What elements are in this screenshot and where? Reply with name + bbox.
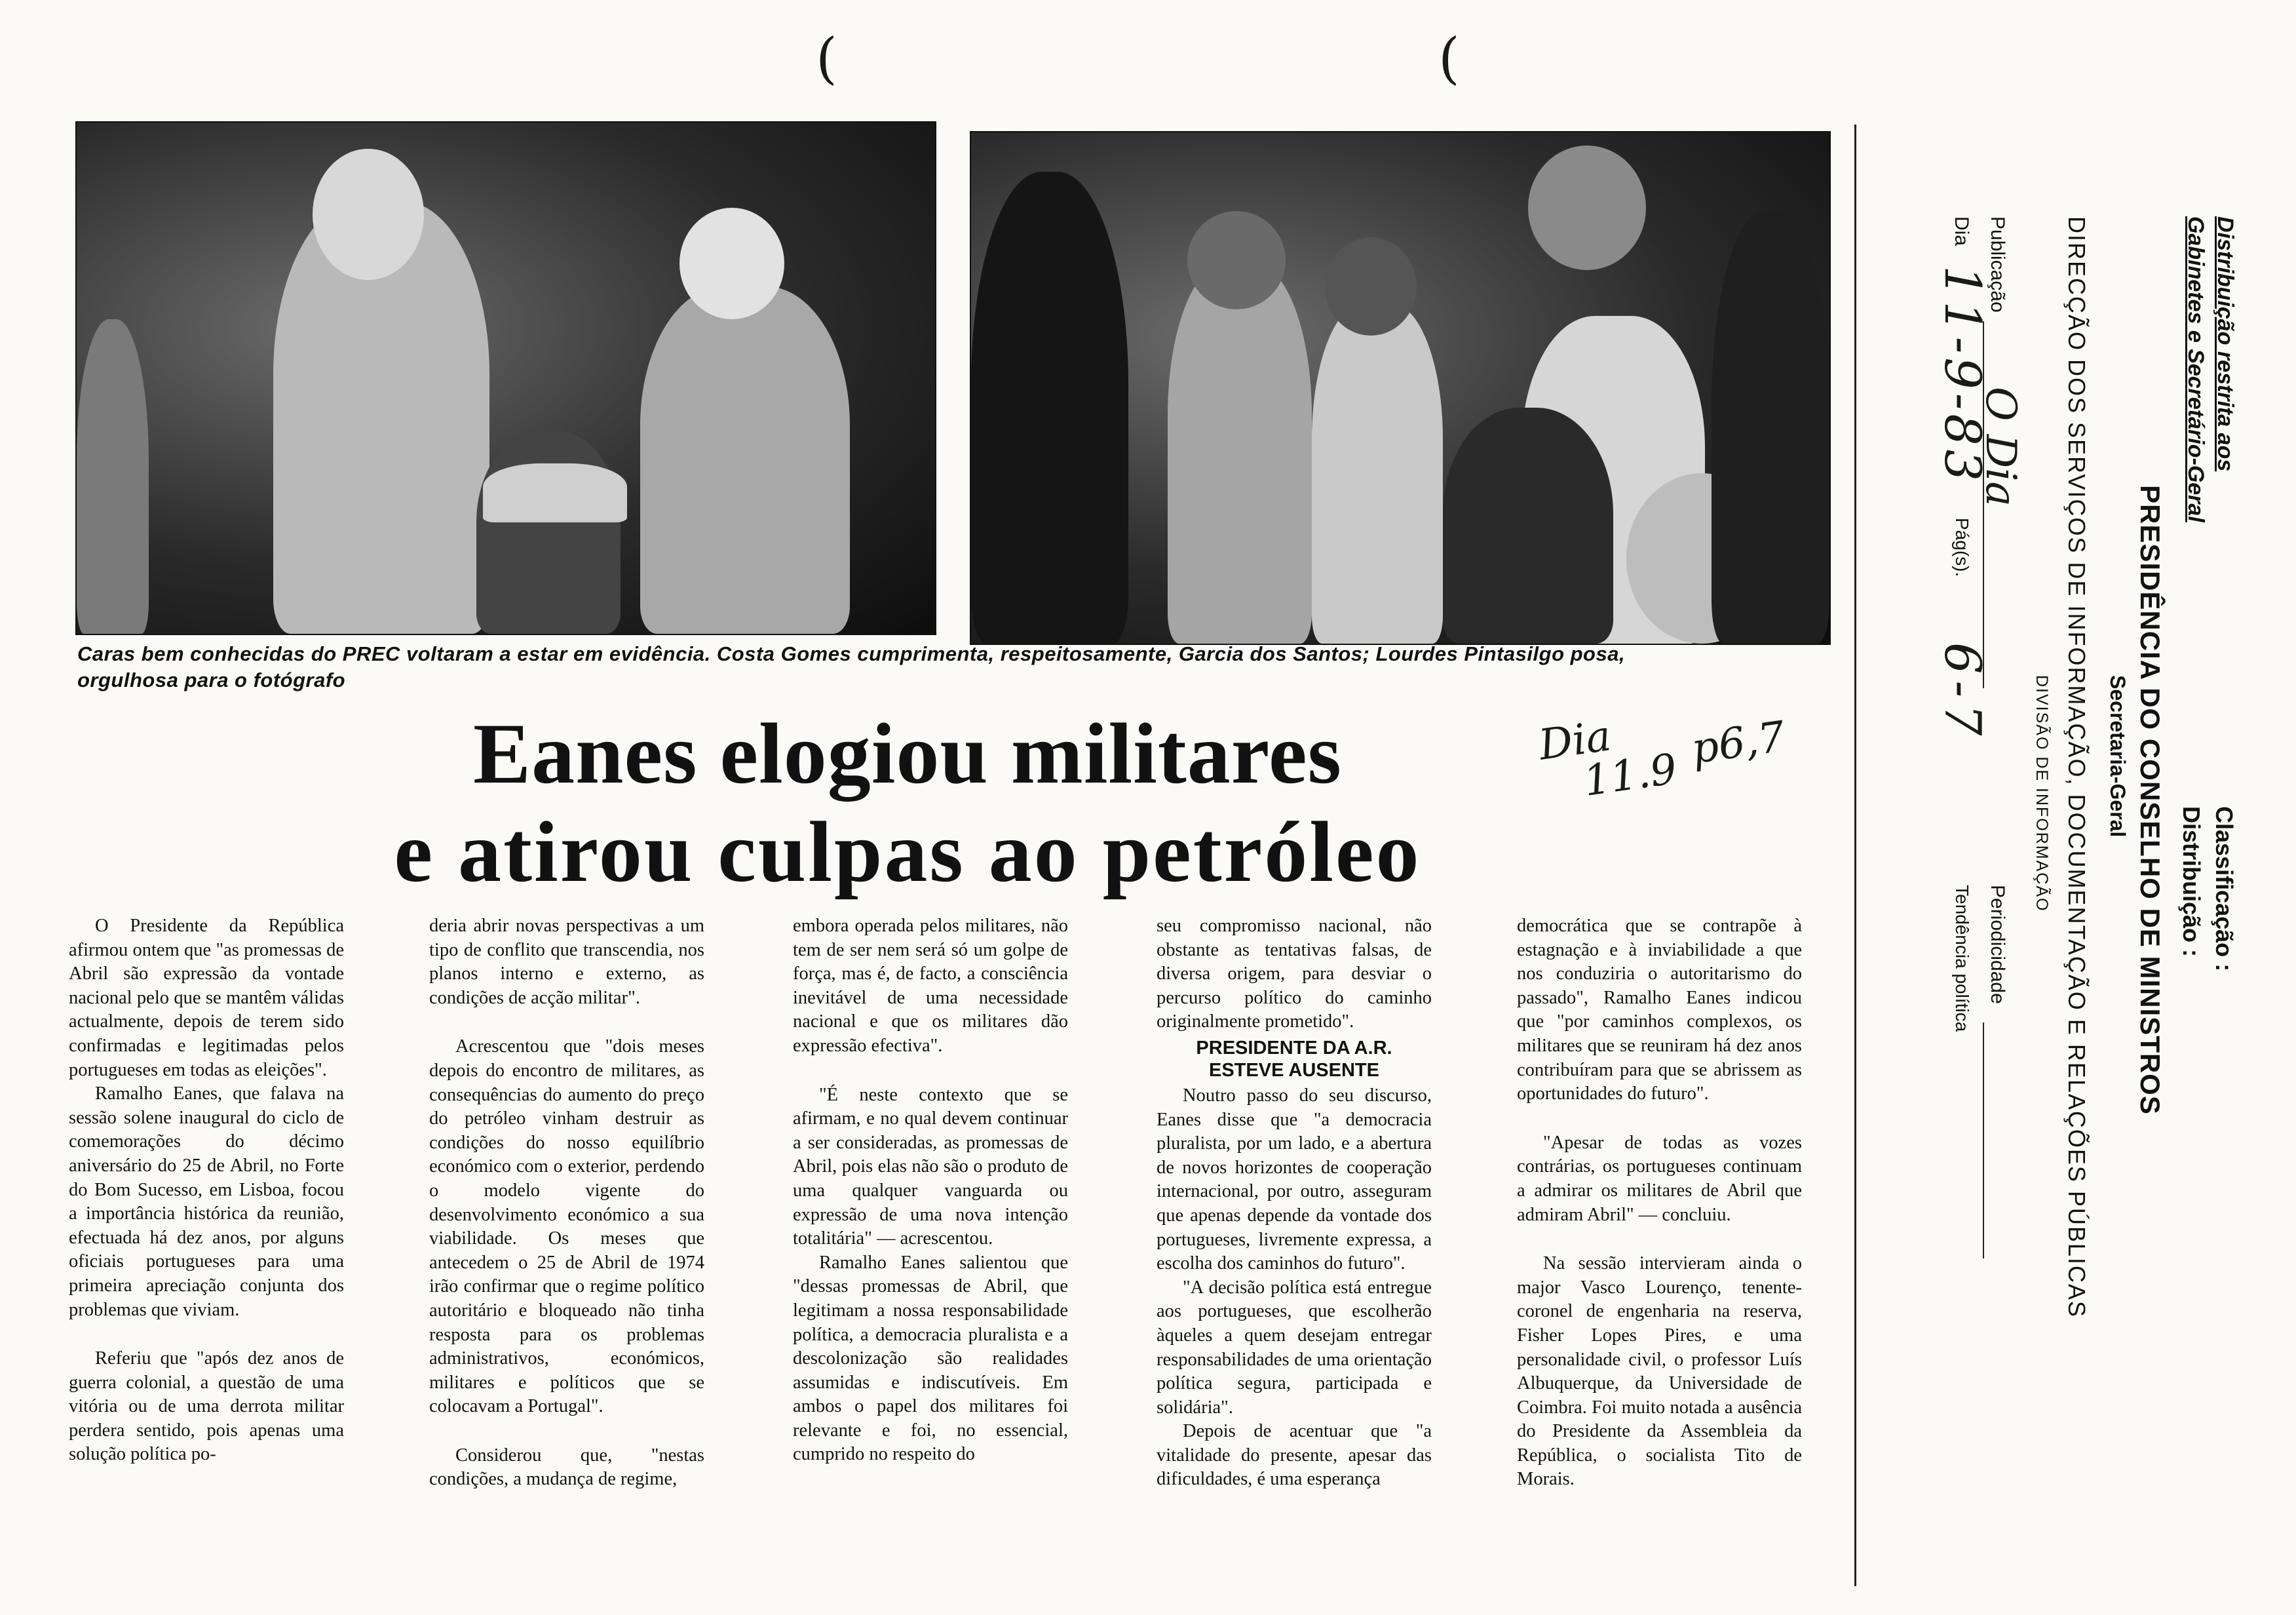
stamp-restricted-1: Distribuição restrita aos bbox=[2213, 216, 2238, 472]
paragraph: "É neste contexto que se afirmam, e no qual devem continuar a ser consideradas, as promessas de Abril, pois elas não são o produto de uma qualquer vanguarda ou expressão de uma nova intenção totalitária" — acrescentou. bbox=[793, 1084, 1068, 1249]
article-column-4 bbox=[1157, 914, 1432, 1492]
caption-line-1: Caras bem conhecidas do PREC voltaram a estar em evidência. Costa Gomes cumprimenta, respeitosamente, Garcia dos Santos; Lourdes Pintasilgo posa, bbox=[77, 642, 1626, 665]
paragraph: deria abrir novas perspectivas a um tipo de conflito que transcendia, nos planos interno e externo, as condições de acção militar". bbox=[429, 916, 704, 1008]
handnote-line-1: Dia bbox=[1536, 712, 1615, 770]
paragraph: democrática que se contrapõe à estagnação e à inviabilidade a que nos conduziria o autoritarismo do passado", Ramalho Eanes indicou que "por caminhos complexos, os militares que se reuniram há dez anos contribuíram para que se abrissem as oportunidades do futuro". bbox=[1517, 916, 1802, 1104]
headline bbox=[275, 705, 1540, 901]
subheading bbox=[1157, 1037, 1432, 1081]
stamp-classificacao-label: Classificação : bbox=[2211, 806, 2238, 972]
stamp-pags-value: 6-7 bbox=[1934, 642, 1992, 743]
paragraph: Ramalho Eanes salientou que "dessas promessas de Abril, que legitimam a nossa responsabilidade política, a democracia pluralista e a descolonização são realidades assumidas e indiscutíveis. Em ambos o papel dos militares foi relevante e foi, no essencial, cumprido no respeito do bbox=[793, 1252, 1068, 1465]
paragraph: embora operada pelos militares, não tem de ser nem será só um golpe de força, mas é, de facto, a consciência inevitável de uma necessidade nacional e que os militares dão expressão efectiva". bbox=[793, 916, 1068, 1056]
paragraph: Noutro passo do seu discurso, Eanes disse que "a democracia pluralista, por um lado, e a abertura de novos horizontes de cooperação internacional, por outro, asseguram que apenas depende da vontade dos portugueses, livremente expressa, a escolha dos caminhos do futuro". bbox=[1157, 1085, 1432, 1274]
stamp-divisao: DIVISÃO DE INFORMAÇÃO bbox=[2033, 675, 2051, 912]
stamp-tendencia-label: Tendência política bbox=[1952, 885, 1972, 1032]
stamp-restricted-2: Gabinetes e Secretário-Geral bbox=[2183, 216, 2208, 522]
paragraph: Depois de acentuar que "a vitalidade do presente, apesar das dificuldades, é uma esperança bbox=[1157, 1421, 1432, 1490]
stamp-dia-value: 11-9-83 bbox=[1934, 265, 1992, 486]
stamp-publicacao-value: O Dia bbox=[1976, 387, 2025, 507]
paragraph: Ramalho Eanes, que falava na sessão solene inaugural do ciclo de comemorações do décimo aniversário do 25 de Abril, no Forte do Bom Sucesso, em Lisboa, focou a importância histórica da reunião, efectuada há dez anos, por alguns oficiais portugueses para uma primeira apreciação conjunta dos problemas que viviam. bbox=[69, 1083, 344, 1320]
article-column-3 bbox=[793, 914, 1068, 1467]
stamp-secretaria: Secretaria-Geral bbox=[2106, 675, 2130, 838]
article-column-2 bbox=[429, 914, 704, 1492]
article-column-1 bbox=[69, 914, 344, 1467]
stamp-pags-label: Pág(s). bbox=[1952, 518, 1972, 577]
stamp-presidency: PRESIDÊNCIA DO CONSELHO DE MINISTROS bbox=[2135, 485, 2166, 1115]
stamp-distribuicao-label: Distribuição : bbox=[2178, 806, 2205, 958]
archive-stamp bbox=[1409, 216, 2238, 1527]
handnote-line-2: 11.9 bbox=[1580, 745, 1680, 806]
stamp-direccao: DIRECÇÃO DOS SERVIÇOS DE INFORMAÇÃO, DOCUMENTAÇÃO E RELAÇÕES PÚBLICAS bbox=[2063, 216, 2090, 1318]
paragraph: Considerou que, "nestas condições, a mudança de regime, bbox=[429, 1445, 704, 1490]
paragraph: Na sessão intervieram ainda o major Vasco Lourenço, tenente-coronel de engenharia na reserva, Fisher Lopes Pires, e uma personalidade civil, o professor Luís Albuquerque, da Universidade de Coimbra. Foi muito notada a ausência do Presidente da Assembleia da República, o socialista Tito de Morais. bbox=[1517, 1253, 1802, 1490]
stamp-dia-label: Dia bbox=[1951, 216, 1972, 246]
headline-line-2: e atirou culpas ao petróleo bbox=[394, 804, 1421, 900]
paragraph: "Apesar de todas as vozes contrárias, os portugueses continuam a admirar os militares de Abril que admiram Abril" — concluiu. bbox=[1517, 1132, 1802, 1225]
stamp-publicacao-label: Publicação bbox=[1987, 216, 2008, 313]
handnote-line-3: p6,7 bbox=[1689, 712, 1788, 774]
paragraph: Referiu que "após dez anos de guerra colonial, a questão de uma vitória ou de uma derrota militar perdera sentido, pois apenas uma solução política po- bbox=[69, 1348, 344, 1465]
scan-mark-left: ( bbox=[816, 26, 837, 90]
paragraph: "A decisão política está entregue aos portugueses, que escolherão àqueles a quem desejam entregar responsabilidades de uma orientação política segura, participada e solidária". bbox=[1157, 1277, 1432, 1418]
stamp-periodicidade-line bbox=[1983, 1022, 1984, 1258]
headline-line-1: Eanes elogiou militares bbox=[473, 705, 1342, 802]
paragraph: seu compromisso nacional, não obstante as tentativas falsas, de diversa origem, para desviar o percurso político do caminho originalmente prometido". bbox=[1157, 916, 1432, 1032]
scan-mark-right: ( bbox=[1438, 26, 1460, 90]
stamp-periodicidade-label: Periodicidade bbox=[1987, 885, 2008, 1004]
paragraph: Acrescentou que "dois meses depois do encontro de militares, as consequências do aumento do preço do petróleo vinham destruir as condições do nosso equilíbrio económico com o exterior, perdendo o modelo vigente do desenvolvimento económico a sua viabilidade. Os meses que antecedem o 25 de Abril de 1974 irão confirmar que o regime político autoritário e bloqueado não tinha resposta para os problemas administrativos, económicos, militares e políticos que se colocavam a Portugal". bbox=[429, 1036, 704, 1417]
subheading-line-2: ESTEVE AUSENTE bbox=[1209, 1059, 1379, 1081]
paragraph: O Presidente da República afirmou ontem que "as promessas de Abril são expressão da vontade nacional pelo que se mantêm válidas actualmente, depois de terem sido confirmadas e legitimadas pelos portugueses em todas as eleições". bbox=[69, 916, 344, 1080]
photo-left bbox=[75, 121, 936, 635]
caption-line-2: orgulhosa para o fotógrafo bbox=[77, 669, 346, 691]
subheading-line-1: PRESIDENTE DA A.R. bbox=[1196, 1037, 1392, 1059]
